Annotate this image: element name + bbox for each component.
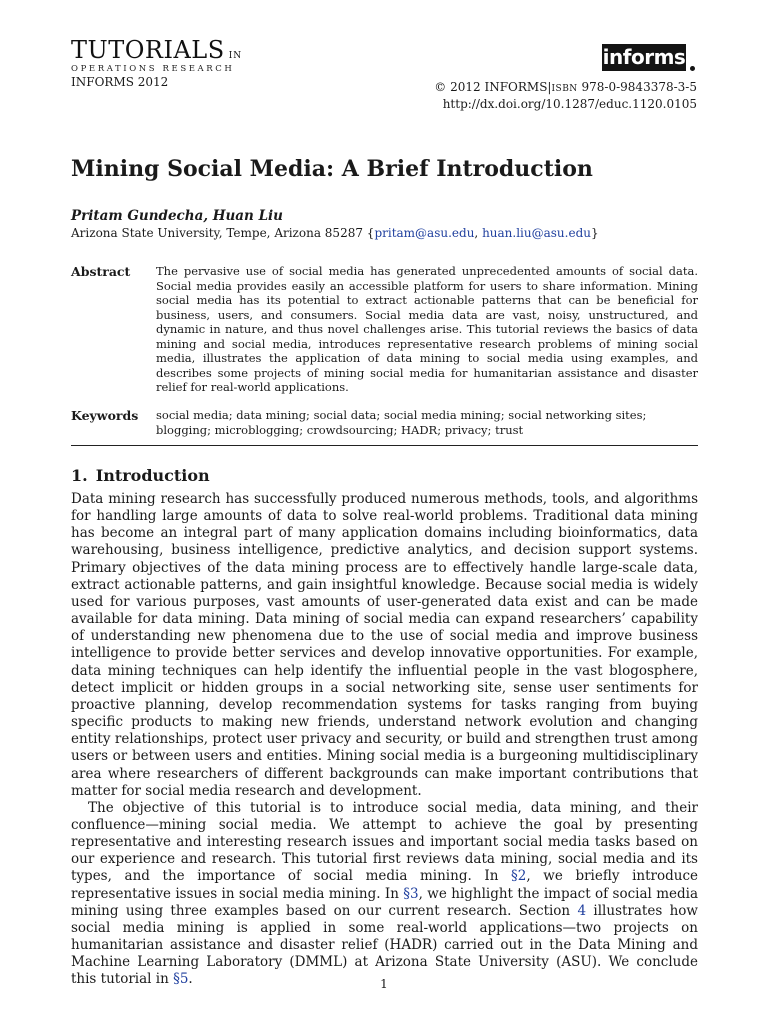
abstract-label: Abstract (71, 264, 131, 279)
section-ref-4[interactable]: 4 (577, 902, 587, 919)
page-number: 1 (380, 977, 388, 991)
email-link-pritam[interactable]: pritam@asu.edu (374, 226, 475, 240)
informs-logo: informs (602, 45, 686, 69)
doi-link[interactable]: http://dx.doi.org/10.1287/educ.1120.0105 (442, 97, 697, 111)
keywords-text: social media; data mining; social data; social media mining; social networking sites; blogging; microblogging; crowdsourcing; HADR; privacy; trust (156, 408, 647, 437)
copyright-text: © 2012 INFORMS (434, 80, 548, 94)
header-divider (71, 445, 698, 446)
copyright-block: © 2012 INFORMS|ISBN 978-0-9843378-3-5 http://dx.doi.org/10.1287/educ.1120.0105 (434, 80, 697, 111)
abstract-text: The pervasive use of social media has generated unprecedented amounts of social data. Social media provides easily an accessible platform for users to share information. Mining social media has its potential to extract actionable patterns that can be beneficial for business, users, and consumers. Social media data are vast, noisy, unstructured, and dynamic in nature, and thus novel challenges arise. This tutorial reviews the basics of data mining and social media, introduces representative research problems of mining social media, illustrates the application of data mining to social media using examples, and describes some projects of mining social media for humanitarian assistance and disaster relief for real-world applications. (156, 264, 698, 394)
section-title: Introduction (95, 466, 210, 485)
author-affiliation: Arizona State University, Tempe, Arizona 85287 {pritam@asu.edu, huan.liu@asu.edu} (71, 226, 599, 240)
section-ref-3[interactable]: §3 (403, 885, 419, 902)
series-year: INFORMS 2012 (71, 75, 169, 89)
paragraph-1: Data mining research has successfully produced numerous methods, tools, and algorithms for handling large amounts of data to solve real-world problems. Traditional data mining has become an integral part of many application domains including bioinformatics, data warehousing, business intelligence, predictive analytics, and decision support systems. Primary objectives of the data mining process are to effectively handle large-scale data, extract actionable patterns, and gain insightful knowledge. Because social media is widely used for various purposes, vast amounts of user-generated data exist and can be made available for data mining. Data mining of social media can expand researchers’ capability of understanding new phenomena due to the use of social media and improve business intelligence to provide better services and develop innovative opportunities. For example, data mining techniques can help identify the influential people in the vast blogosphere, detect implicit or hidden groups in a social networking site, sense user sentiments for proactive planning, develop recommendation systems for tasks ranging from buying specific products to making new friends, understand network evolution and changing entity relationships, protect user privacy and security, or build and strengthen trust among users or between users and entities. Mining social media is a burgeoning multidisciplinary area where researchers of different backgrounds can make important contributions that matter for social media research and development. (71, 491, 698, 799)
informs-logo-dot (690, 66, 695, 71)
section-ref-5[interactable]: §5 (173, 971, 189, 988)
section-number: 1. (71, 466, 88, 485)
section-ref-2[interactable]: §2 (511, 868, 527, 885)
paper-authors: Pritam Gundecha, Huan Liu (71, 208, 283, 224)
section-heading (71, 466, 210, 485)
series-name: TUTORIALS $^{IN}$ (71, 36, 243, 64)
series-in: IN (228, 51, 243, 61)
paragraph-2: The objective of this tutorial is to introduce social media, data mining, and their confluence—mining social media. We attempt to achieve the goal by presenting representative and interesting research issues and important social media tasks based on our experience and research. This tutorial first reviews data mining, social media and its types, and the importance of social media mining. In §2, we briefly introduce representative issues in social media mining. In §3, we highlight the impact of social media mining using three examples based on our current research. Section 4 illustrates how social media mining is applied in some real-world applications—two projects on humanitarian assistance and disaster relief (HADR) carried out in the Data Mining and Machine Learning Laboratory (DMML) at Arizona State University (ASU). We conclude this tutorial in §5. (71, 799, 698, 988)
email-link-huan[interactable]: huan.liu@asu.edu (482, 226, 591, 240)
series-masthead (71, 38, 242, 89)
section-body (71, 491, 698, 989)
keywords-label: Keywords (71, 408, 139, 423)
series-subtitle: OPERATIONS RESEARCH (71, 64, 235, 74)
isbn-label: ISBN (551, 84, 578, 94)
isbn-number: 978-0-9843378-3-5 (581, 80, 697, 94)
paper-title: Mining Social Media: A Brief Introduction (71, 156, 593, 182)
